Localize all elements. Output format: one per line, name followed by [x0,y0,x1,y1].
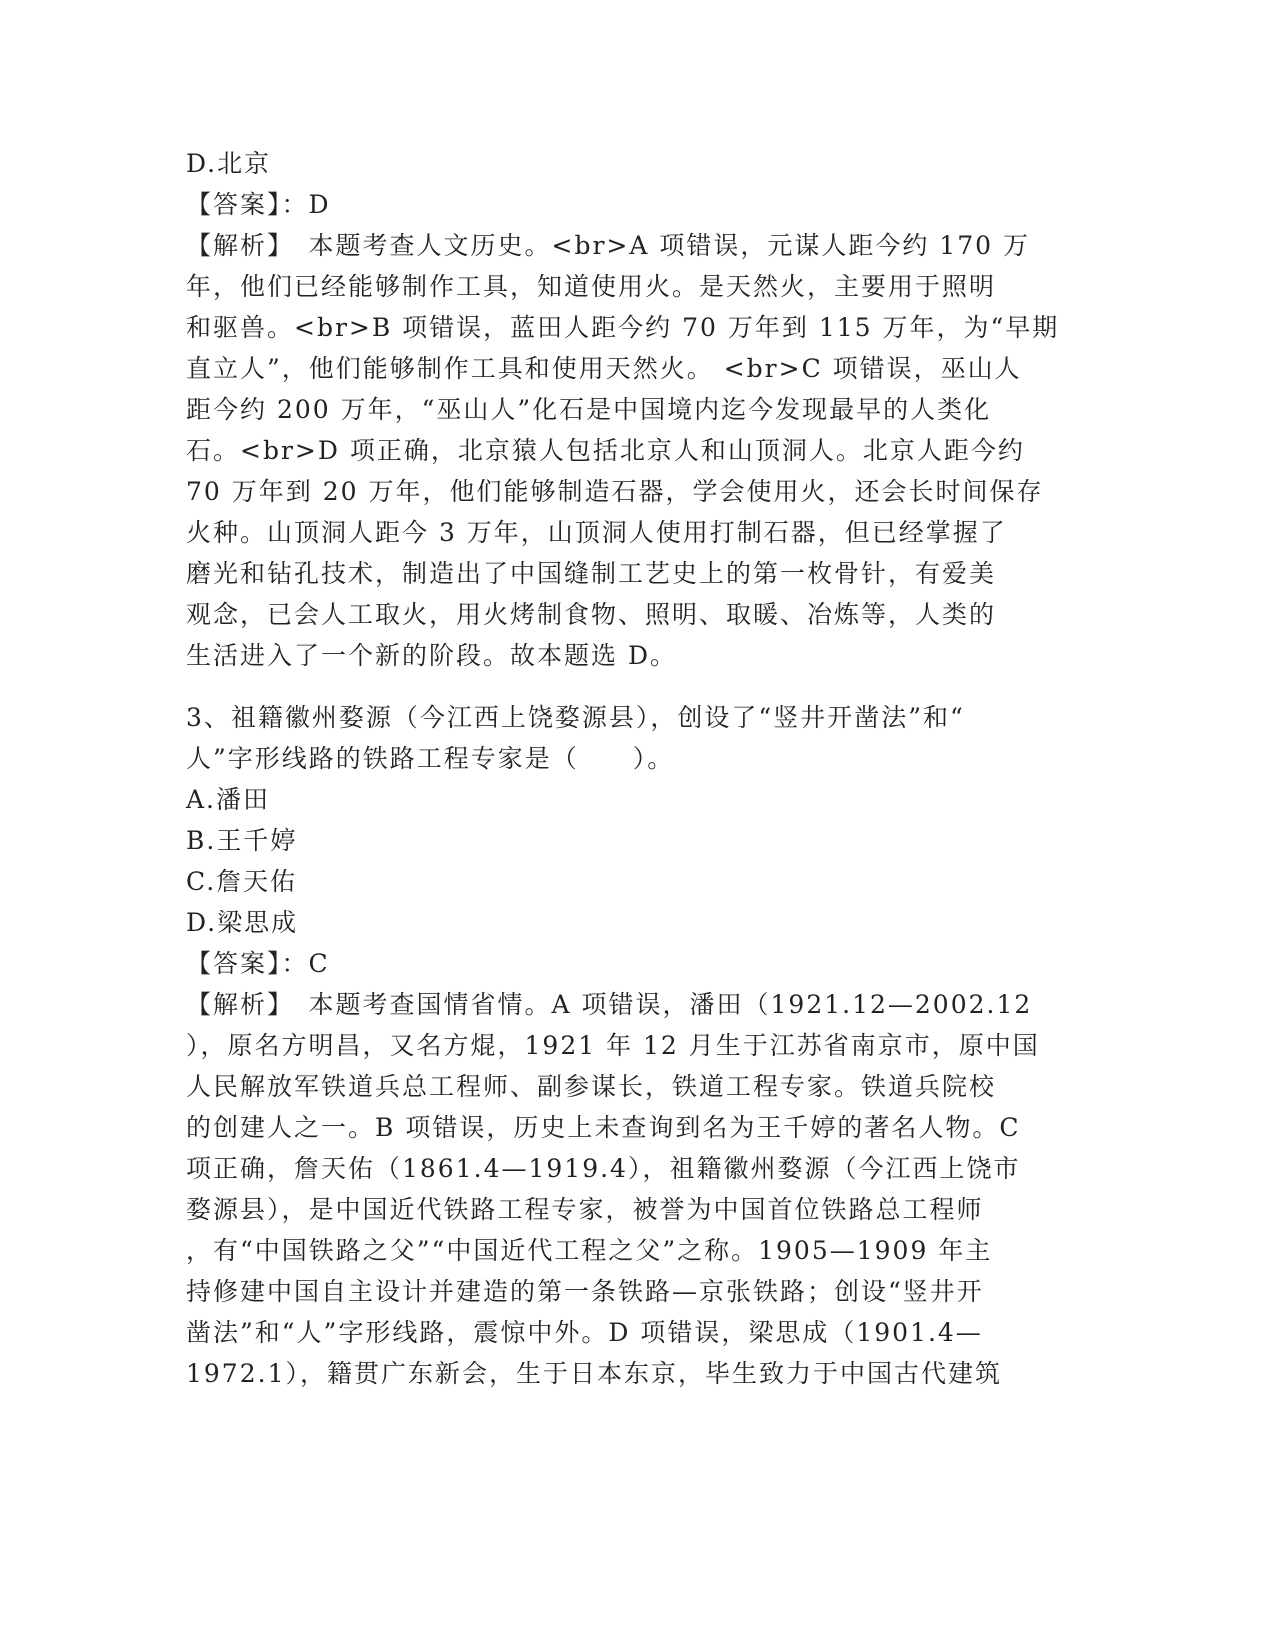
explanation-line: ，有“中国铁路之父”“中国近代工程之父”之称。1905—1909 年主 [186,1236,993,1265]
explanation-line: 生活进入了一个新的阶段。故本题选 D。 [186,641,677,670]
explanation-line: 的创建人之一。B 项错误，历史上未查询到名为王千婷的著名人物。C [186,1113,1021,1142]
explanation-line: 和驱兽。<br>B 项错误，蓝田人距今约 70 万年到 115 万年，为“早期 [186,313,1060,342]
question-stem: 3、祖籍徽州婺源（今江西上饶婺源县），创设了“竖井开凿法”和“ [186,703,965,732]
explanation-line: ），原名方明昌，又名方焜，1921 年 12 月生于江苏省南京市，原中国 [186,1031,1040,1060]
explanation-line: 距今约 200 万年，“巫山人”化石是中国境内迄今发现最早的人类化 [186,395,992,424]
explanation-line: 直立人”，他们能够制作工具和使用天然火。 <br>C 项错误，巫山人 [186,354,1022,383]
question-stem: 人”字形线路的铁路工程专家是（ ）。 [186,744,675,773]
explanation-line: 项正确，詹天佑（1861.4—1919.4），祖籍徽州婺源（今江西上饶市 [186,1154,1021,1183]
explanation-line: 年，他们已经能够制作工具，知道使用火。是天然火，主要用于照明 [186,272,997,301]
answer-label: 【答案】：C [186,949,330,978]
option-b: B.王千婷 [186,826,298,855]
explanation-line: 人民解放军铁道兵总工程师、副参谋长，铁道工程专家。铁道兵院校 [186,1072,997,1101]
option-d: D.梁思成 [186,908,299,937]
explanation-line: 石。<br>D 项正确，北京猿人包括北京人和山顶洞人。北京人距今约 [186,436,1025,465]
explanation-line: 【解析】 本题考查人文历史。<br>A 项错误，元谋人距今约 170 万 [186,231,1030,260]
explanation-line: 磨光和钻孔技术，制造出了中国缝制工艺史上的第一枚骨针，有爱美 [186,559,997,588]
explanation-line: 火种。山顶洞人距今 3 万年，山顶洞人使用打制石器，但已经掌握了 [186,518,1007,547]
explanation-line: 持修建中国自主设计并建造的第一条铁路—京张铁路；创设“竖井开 [186,1277,984,1306]
option-d-beijing: D.北京 [186,149,272,178]
explanation-line: 婺源县），是中国近代铁路工程专家，被誉为中国首位铁路总工程师 [186,1195,984,1224]
answer-label: 【答案】：D [186,190,331,219]
explanation-line: 凿法”和“人”字形线路，震惊中外。D 项错误，梁思成（1901.4— [186,1318,983,1347]
option-c: C.詹天佑 [186,867,298,896]
explanation-line: 70 万年到 20 万年，他们能够制造石器，学会使用火，还会长时间保存 [186,477,1044,506]
explanation-line: 【解析】 本题考查国情省情。A 项错误，潘田（1921.12—2002.12 [186,990,1033,1019]
option-a: A.潘田 [186,785,271,814]
explanation-line: 观念，已会人工取火，用火烤制食物、照明、取暖、冶炼等，人类的 [186,600,997,629]
explanation-line: 1972.1），籍贯广东新会，生于日本东京，毕生致力于中国古代建筑 [186,1359,1002,1388]
